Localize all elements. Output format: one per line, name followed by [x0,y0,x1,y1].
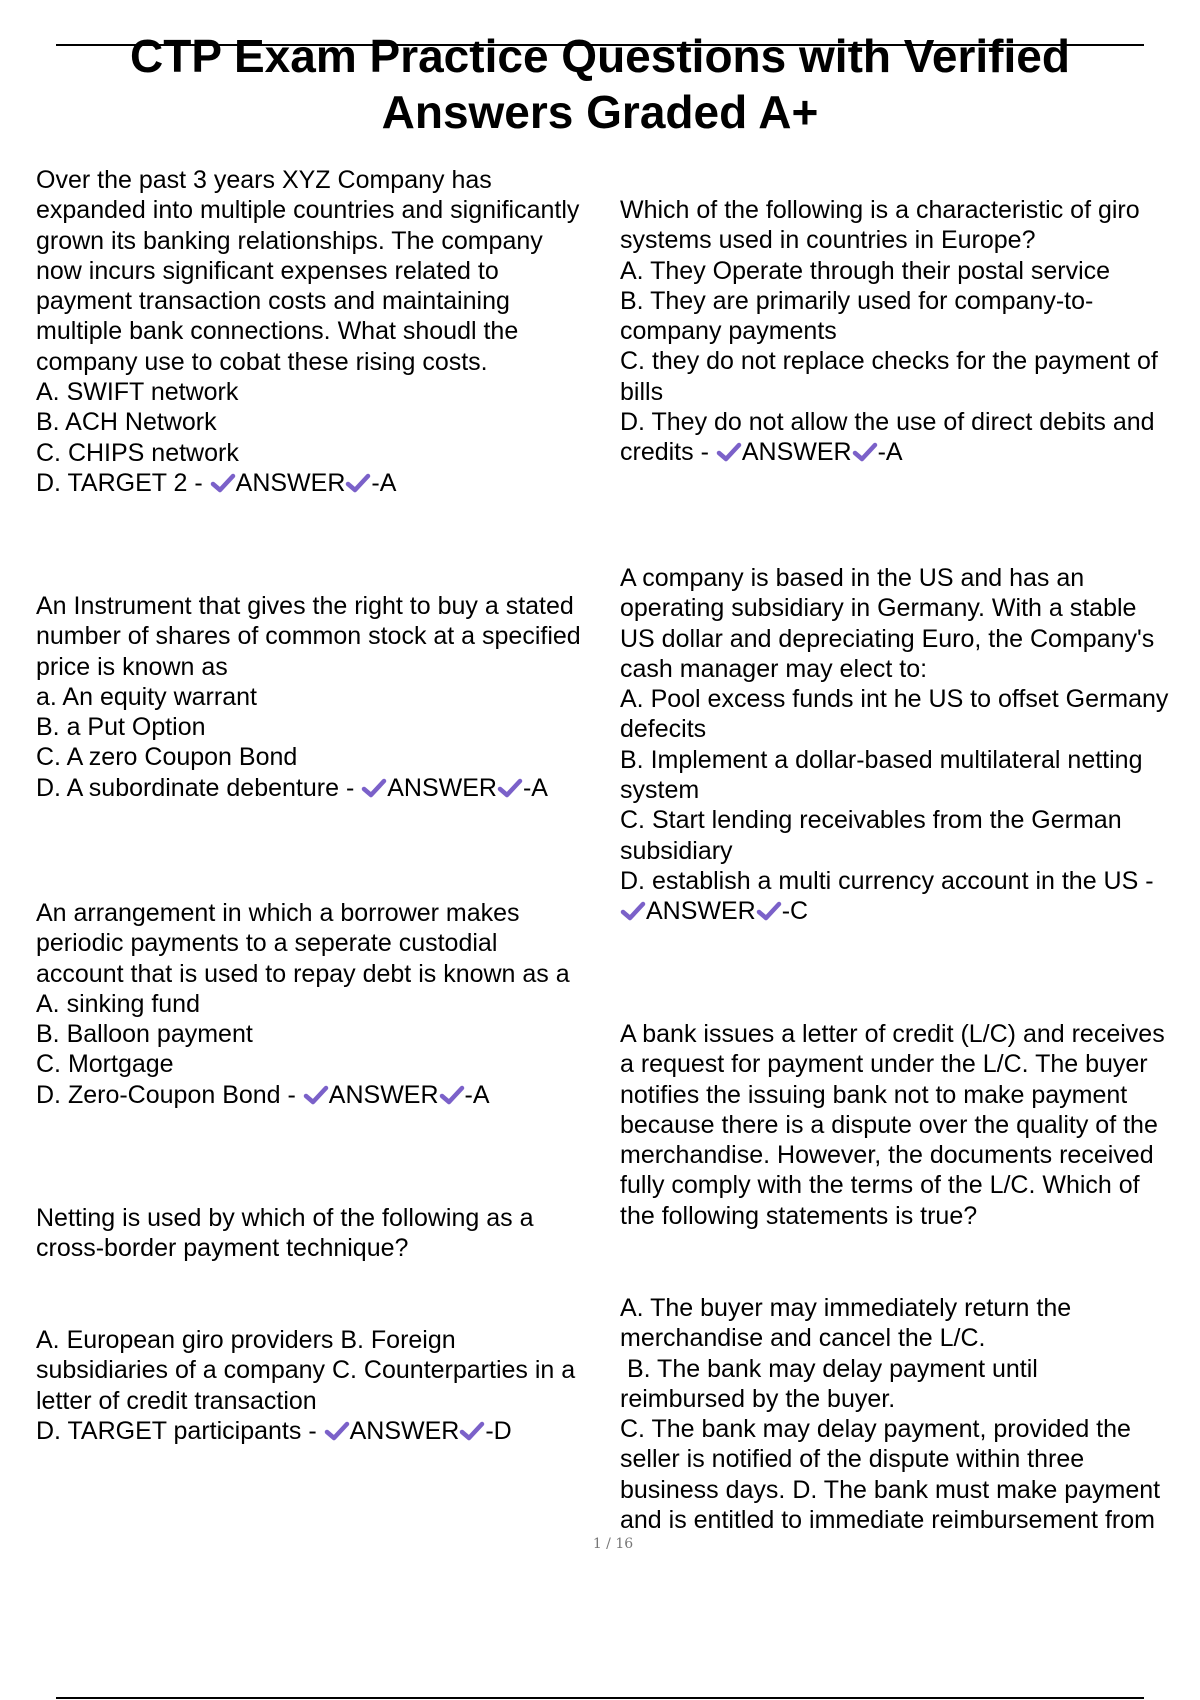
title-line-1: CTP Exam Practice Questions with Verified [130,30,1070,82]
checkmark-icon [497,777,523,799]
question-line: Netting is used by which of the following as a [36,1204,534,1232]
question-block [620,1293,1190,1535]
question-line: notifies the issuing bank not to make payment [620,1080,1128,1109]
answer-prefix: D. A subordinate debenture - [36,773,362,802]
option-line: B. Implement a dollar-based multilateral netting [620,745,1143,774]
checkmark-icon [852,441,878,463]
question-line: US dollar and depreciating Euro, the Company's [620,624,1155,653]
question-line: a request for payment under the L/C. The buyer [620,1050,1148,1079]
answer-line [620,896,1190,926]
option-line: seller is notified of the dispute within three [620,1445,1085,1474]
question-line: systems used in countries in Europe? [620,226,1036,255]
question-line: expanded into multiple countries and significantly [36,196,580,225]
question-line: multiple bank connections. What shoudl the [36,317,519,346]
question-line: periodic payments to a seperate custodial [36,929,498,958]
option-line: B. They are primarily used for company-to- [620,286,1094,315]
option-line: subsidiary [620,836,733,865]
option-line: D. They do not allow the use of direct debits and [620,408,1155,437]
question-line: now incurs significant expenses related to [36,256,499,285]
option-line: C. A zero Coupon Bond [36,743,298,772]
page-number: 1 / 16 [592,1536,634,1552]
document-title [0,28,1200,140]
question-line: A company is based in the US and has an [620,564,1085,592]
question-line: Which of the following is a characteristic of giro [620,196,1140,224]
answer-label: ANSWER [387,773,497,802]
checkmark-icon [756,900,782,922]
option-line: A. They Operate through their postal service [620,256,1111,285]
answer-value: -C [781,897,809,926]
question-line: operating subsidiary in Germany. With a stable [620,594,1137,623]
page-bottom-rule [56,1697,1144,1699]
question-block [36,165,611,498]
checkmark-icon [210,472,236,494]
checkmark-icon [324,1420,350,1442]
question-block [620,195,1190,468]
answer-value: -A [522,773,548,802]
question-block [620,563,1190,927]
question-block [36,1203,611,1264]
question-line: the following statements is true? [620,1201,978,1230]
checkmark-icon [459,1420,485,1442]
checkmark-icon [361,777,387,799]
question-block [36,898,611,1110]
answer-line [36,1416,611,1446]
answer-value: -A [877,438,903,467]
option-line: C. Mortgage [36,1050,174,1079]
option-line: a. An equity warrant [36,682,257,711]
answer-label: ANSWER [235,468,346,497]
question-line: company use to cobat these rising costs. [36,347,488,376]
question-line: account that is used to repay debt is known as a [36,959,570,988]
option-line: C. The bank may delay payment, provided the [620,1415,1131,1444]
checkmark-icon [620,900,646,922]
answer-prefix: D. Zero-Coupon Bond - [36,1080,303,1109]
option-line: reimbursed by the buyer. [620,1384,896,1413]
title-line-2: Answers Graded A+ [381,86,819,138]
answer-value: -A [371,468,397,497]
option-line: merchandise and cancel the L/C. [620,1324,986,1353]
checkmark-icon [716,441,742,463]
answer-line [36,1080,611,1110]
option-line: defecits [620,715,707,744]
answer-label: ANSWER [328,1080,439,1109]
checkmark-icon [439,1084,465,1106]
option-line: C. CHIPS network [36,438,239,467]
option-line: B. Balloon payment [36,1020,253,1049]
option-line: B. a Put Option [36,713,206,742]
option-line: B. The bank may delay payment until [620,1354,1038,1383]
question-block [36,591,611,803]
option-line: C. Start lending receivables from the German [620,806,1122,835]
answer-line [36,468,611,498]
question-line: cross-border payment technique? [36,1234,409,1263]
option-line: bills [620,377,664,406]
option-line: A. Pool excess funds int he US to offset Germany [620,685,1169,714]
answer-value: -D [485,1416,512,1445]
question-line: because there is a dispute over the quality of the [620,1110,1158,1139]
option-line: D. establish a multi currency account in the US - [620,866,1154,895]
question-line: grown its banking relationships. The company [36,226,543,255]
option-line: A. European giro providers B. Foreign [36,1326,456,1354]
question-line: A bank issues a letter of credit (L/C) and receives [620,1020,1165,1048]
option-line: A. The buyer may immediately return the [620,1294,1072,1322]
question-line: price is known as [36,652,228,681]
answer-line [620,437,1190,467]
answer-prefix: D. TARGET 2 - [36,468,210,497]
checkmark-icon [345,472,371,494]
option-line: and is entitled to immediate reimbursement from [620,1506,1155,1535]
answer-label: ANSWER [741,438,852,467]
option-line: system [620,776,700,805]
answer-prefix: credits - [620,438,716,467]
question-line: payment transaction costs and maintaining [36,287,510,316]
answer-value: -A [464,1080,490,1109]
question-block [36,1325,611,1446]
option-line: subsidiaries of a company C. Counterparties in a [36,1356,576,1385]
answer-line [36,773,611,803]
question-block [620,1019,1190,1231]
question-line: An Instrument that gives the right to buy a stated [36,592,574,620]
question-line: cash manager may elect to: [620,654,928,683]
answer-prefix: D. TARGET participants - [36,1416,324,1445]
option-line: A. SWIFT network [36,378,239,407]
question-line: fully comply with the terms of the L/C. Which of [620,1171,1140,1200]
question-line: number of shares of common stock at a specified [36,622,581,651]
option-line: B. ACH Network [36,408,217,437]
question-line: Over the past 3 years XYZ Company has [36,166,492,194]
question-line: merchandise. However, the documents received [620,1141,1154,1170]
question-line: An arrangement in which a borrower makes [36,899,520,927]
option-line: C. they do not replace checks for the payment of [620,347,1158,376]
option-line: letter of credit transaction [36,1386,317,1415]
option-line: A. sinking fund [36,989,200,1018]
answer-label: ANSWER [646,897,756,926]
checkmark-icon [303,1084,329,1106]
answer-label: ANSWER [349,1416,460,1445]
option-line: company payments [620,317,837,346]
option-line: business days. D. The bank must make payment [620,1475,1161,1504]
